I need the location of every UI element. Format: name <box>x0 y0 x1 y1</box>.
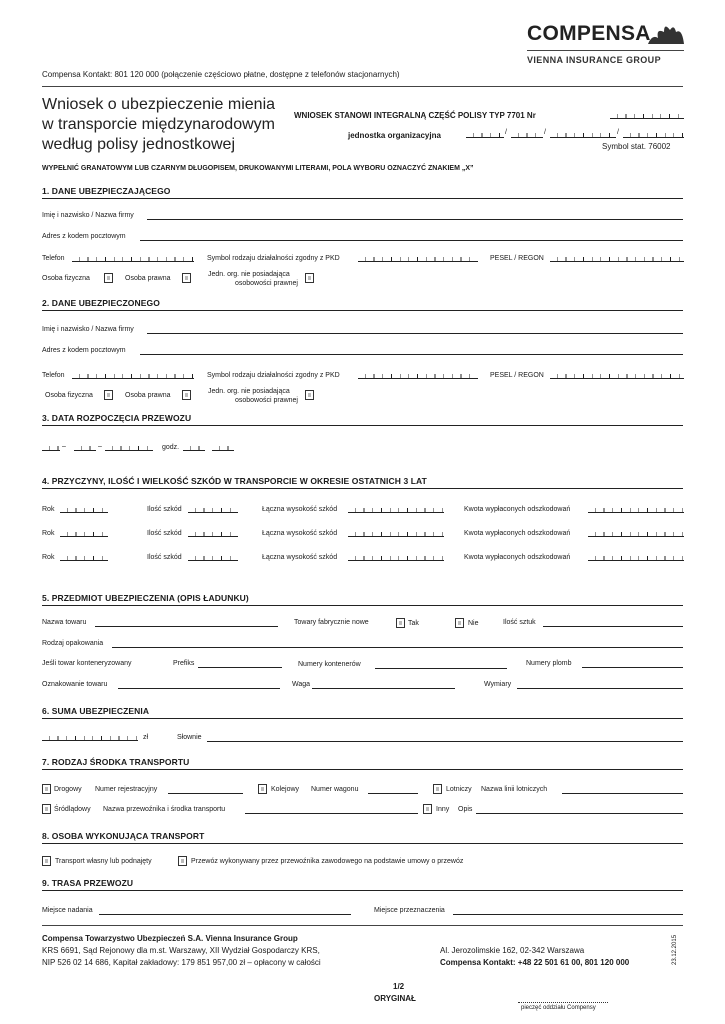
kwota-label: Kwota wypłaconych odszkodowań <box>464 554 571 561</box>
laczna-field[interactable] <box>348 556 444 561</box>
s5-kont-label: Jeśli towar konteneryzowany <box>42 660 132 667</box>
stamp-field[interactable] <box>518 1002 608 1003</box>
s7-nrrej-label: Numer rejestracyjny <box>95 786 158 793</box>
s7-nazlin-label: Nazwa linii lotniczych <box>481 786 548 793</box>
contact-line: Compensa Kontakt: 801 120 000 (połączenie częściowo płatne, dostępne z telefonów stacjonarnych) <box>42 70 400 79</box>
laczna-label: Łączna wysokość szkód <box>262 530 338 537</box>
s2-pesel-label: PESEL / REGON <box>490 372 544 379</box>
org-label: jednostka organizacyjna <box>348 131 441 140</box>
s5-oznak-field[interactable] <box>118 688 280 689</box>
policy-number-field[interactable] <box>610 114 684 119</box>
compensa-logo-icon <box>646 20 686 46</box>
s2-address-field[interactable] <box>140 354 683 355</box>
symbol-stat: Symbol stat. 76002 <box>602 142 671 151</box>
s5-nazwa-field[interactable] <box>95 626 278 627</box>
s9-przezn-label: Miejsce przeznaczenia <box>374 907 445 914</box>
s5-nie-label: Nie <box>468 620 479 627</box>
s2-praw-label: Osoba prawna <box>125 392 171 399</box>
section-9-title: 9. TRASA PRZEWOZU <box>42 878 134 888</box>
kwota-field[interactable] <box>588 508 684 513</box>
rok-label: Rok <box>42 506 55 513</box>
s5-waga-label: Waga <box>292 681 311 688</box>
rok-field[interactable] <box>60 508 108 513</box>
stamp-label: pieczęć oddziału Compensy <box>521 1005 596 1011</box>
footer-contact: Compensa Kontakt: +48 22 501 61 00, 801 120 000 <box>440 958 630 967</box>
label-line: osobowości prawnej <box>234 397 298 404</box>
section-8-title: 8. OSOBA WYKONUJĄCA TRANSPORT <box>42 831 205 841</box>
s1-name-field[interactable] <box>147 219 683 220</box>
s7-nrwag-label: Numer wagonu <box>311 786 359 793</box>
section-6-title: 6. SUMA UBEZPIECZENIA <box>42 706 150 716</box>
s7-nrrej-field[interactable] <box>168 793 243 794</box>
s3-godz-label: godz. <box>162 444 180 451</box>
s1-name-label: Imię i nazwisko / Nazwa firmy <box>42 212 134 219</box>
org-field-1[interactable] <box>466 133 504 138</box>
laczna-field[interactable] <box>348 508 444 513</box>
s2-praw-checkbox[interactable] <box>182 390 191 400</box>
title-line: Wniosek o ubezpieczenie mienia <box>42 96 276 113</box>
laczna-label: Łączna wysokość szkód <box>262 554 338 561</box>
instruction: WYPEŁNIĆ GRANATOWYM LUB CZARNYM DŁUGOPISEM, DRUKOWANYMI LITERAMI, POLA WYBORU OZNACZYĆ ZNAKIEM „X” <box>42 165 474 172</box>
s5-plomb-field[interactable] <box>582 667 683 668</box>
title-line: w transporcie międzynarodowym <box>42 116 275 133</box>
s2-jedn-label <box>208 387 298 405</box>
footer-company: Compensa Towarzystwo Ubezpieczeń S.A. Vienna Insurance Group <box>42 934 298 943</box>
brand-logo-text: COMPENSA <box>527 22 651 45</box>
s1-pesel-field[interactable] <box>550 257 684 262</box>
s1-fiz-checkbox[interactable] <box>104 273 113 283</box>
s9-nadania-field[interactable] <box>99 914 351 915</box>
kwota-field[interactable] <box>588 556 684 561</box>
s7-inny-checkbox[interactable] <box>423 804 432 814</box>
slash: / <box>505 129 507 136</box>
s1-address-field[interactable] <box>140 240 683 241</box>
brand-group: VIENNA INSURANCE GROUP <box>527 55 661 65</box>
footer-krs: KRS 6691, Sąd Rejonowy dla m.st. Warszawy, XII Wydział Gospodarczy KRS, <box>42 946 320 955</box>
s7-lotn-label: Lotniczy <box>446 786 472 793</box>
s5-wymiary-label: Wymiary <box>484 681 512 688</box>
s8-wlasny-label: Transport własny lub podnajęty <box>55 858 152 865</box>
page-number: 1/2 <box>393 982 405 991</box>
s5-numkont-field[interactable] <box>375 668 507 669</box>
s5-oznak-label: Oznakowanie towaru <box>42 681 108 688</box>
s5-waga-field[interactable] <box>312 688 455 689</box>
form-title <box>42 95 275 155</box>
s7-kolej-label: Kolejowy <box>271 786 300 793</box>
footer-addr: Al. Jerozolimskie 162, 02-342 Warszawa <box>440 946 585 955</box>
rok-field[interactable] <box>60 556 108 561</box>
s3-day-field[interactable] <box>42 446 60 451</box>
s5-opak-label: Rodzaj opakowania <box>42 640 104 647</box>
s7-drog-label: Drogowy <box>54 786 82 793</box>
ilosc-label: Ilość szkód <box>147 530 182 537</box>
s7-opis-label: Opis <box>458 806 473 813</box>
s5-tak-label: Tak <box>408 620 419 627</box>
section-1-title: 1. DANE UBEZPIECZAJĄCEGO <box>42 186 171 196</box>
s1-praw-checkbox[interactable] <box>182 273 191 283</box>
s5-tak-checkbox[interactable] <box>396 618 405 628</box>
kwota-field[interactable] <box>588 532 684 537</box>
title-line: według polisy jednostkowej <box>42 136 235 153</box>
policy-label: WNIOSEK STANOWI INTEGRALNĄ CZĘŚĆ POLISY TYP 7701 Nr <box>294 111 536 120</box>
label-line: Jedn. org. nie posiadająca <box>208 388 290 395</box>
ilosc-field[interactable] <box>188 556 238 561</box>
s7-kolej-checkbox[interactable] <box>258 784 267 794</box>
s6-zl-label: zł <box>143 734 149 741</box>
s8-przewoz-label: Przewóz wykonywany przez przewoźnika zawodowego na podstawie umowy o przewóz <box>191 858 464 865</box>
s5-wymiary-field[interactable] <box>517 688 683 689</box>
s2-pkd-field[interactable] <box>358 374 478 379</box>
s7-srodl-label: Śródlądowy <box>54 806 91 813</box>
s2-name-field[interactable] <box>147 333 683 334</box>
s1-phone-label: Telefon <box>42 255 65 262</box>
laczna-label: Łączna wysokość szkód <box>262 506 338 513</box>
s1-jedn-checkbox[interactable] <box>305 273 314 283</box>
ilosc-label: Ilość szkód <box>147 554 182 561</box>
ilosc-field[interactable] <box>188 532 238 537</box>
rok-field[interactable] <box>60 532 108 537</box>
s7-drog-checkbox[interactable] <box>42 784 51 794</box>
s3-month-field[interactable] <box>74 446 96 451</box>
footer-date: 23.12.2015 <box>672 934 678 965</box>
s9-przezn-field[interactable] <box>453 914 683 915</box>
s5-opak-field[interactable] <box>112 647 683 648</box>
s5-prefiks-field[interactable] <box>198 667 282 668</box>
kwota-label: Kwota wypłaconych odszkodowań <box>464 530 571 537</box>
s1-pkd-field[interactable] <box>358 257 478 262</box>
ilosc-field[interactable] <box>188 508 238 513</box>
s2-pkd-label: Symbol rodzaju działalności zgodny z PKD <box>207 372 340 379</box>
s1-fiz-label: Osoba fizyczna <box>42 275 90 282</box>
s9-nadania-label: Miejsce nadania <box>42 907 93 914</box>
s7-inny-label: Inny <box>436 806 450 813</box>
rok-label: Rok <box>42 530 55 537</box>
s5-plomb-label: Numery plomb <box>526 660 572 667</box>
s2-jedn-checkbox[interactable] <box>305 390 314 400</box>
s1-praw-label: Osoba prawna <box>125 275 171 282</box>
rok-label: Rok <box>42 554 55 561</box>
s7-opis-field[interactable] <box>476 813 683 814</box>
s5-nazwa-label: Nazwa towaru <box>42 619 87 626</box>
s7-lotn-checkbox[interactable] <box>433 784 442 794</box>
s2-phone-label: Telefon <box>42 372 65 379</box>
s7-nazlin-field[interactable] <box>562 793 683 794</box>
original-label: ORYGINAŁ <box>374 994 416 1003</box>
s3-minute-field[interactable] <box>212 446 234 451</box>
s2-pesel-field[interactable] <box>550 374 684 379</box>
s7-nrwag-field[interactable] <box>368 793 418 794</box>
s7-nazprz-field[interactable] <box>245 813 418 814</box>
footer-nip: NIP 526 02 14 686, Kapitał zakładowy: 179 851 957,00 zł – opłacony w całości <box>42 958 321 967</box>
section-4-title: 4. PRZYCZYNY, ILOŚĆ I WIELKOŚĆ SZKÓD W TRANSPORCIE W OKRESIE OSTATNICH 3 LAT <box>42 476 427 486</box>
s2-name-label: Imię i nazwisko / Nazwa firmy <box>42 326 134 333</box>
s6-amount-field[interactable] <box>42 736 138 741</box>
label-line: osobowości prawnej <box>234 280 298 287</box>
s2-fiz-label: Osoba fizyczna <box>45 392 93 399</box>
org-field-3[interactable] <box>550 133 616 138</box>
s5-fabr-label: Towary fabrycznie nowe <box>294 619 369 626</box>
s5-nie-checkbox[interactable] <box>455 618 464 628</box>
s2-fiz-checkbox[interactable] <box>104 390 113 400</box>
kwota-label: Kwota wypłaconych odszkodowań <box>464 506 571 513</box>
s5-numkont-label: Numery kontenerów <box>298 661 361 668</box>
s5-prefiks-label: Prefiks <box>173 660 195 667</box>
s2-phone-field[interactable] <box>72 374 194 379</box>
label-line: Jedn. org. nie posiadająca <box>208 271 290 278</box>
s6-slownie-field[interactable] <box>207 741 683 742</box>
org-field-4[interactable] <box>623 133 684 138</box>
s1-phone-field[interactable] <box>72 257 194 262</box>
s3-year-field[interactable] <box>105 446 153 451</box>
s5-sztuk-label: Ilość sztuk <box>503 619 536 626</box>
dash: – <box>98 443 102 450</box>
section-5-title: 5. PRZEDMIOT UBEZPIECZENIA (OPIS ŁADUNKU) <box>42 593 249 603</box>
slash: / <box>617 129 619 136</box>
s8-wlasny-checkbox[interactable] <box>42 856 51 866</box>
laczna-field[interactable] <box>348 532 444 537</box>
s2-address-label: Adres z kodem pocztowym <box>42 347 126 354</box>
s1-jedn-label <box>208 270 298 288</box>
ilosc-label: Ilość szkód <box>147 506 182 513</box>
section-7-title: 7. RODZAJ ŚRODKA TRANSPORTU <box>42 757 190 767</box>
s3-hour-field[interactable] <box>183 446 205 451</box>
section-2-title: 2. DANE UBEZPIECZONEGO <box>42 298 160 308</box>
s1-pkd-label: Symbol rodzaju działalności zgodny z PKD <box>207 255 340 262</box>
s8-przewoz-checkbox[interactable] <box>178 856 187 866</box>
s7-nazprz-label: Nazwa przewoźnika i środka transportu <box>103 806 226 813</box>
s5-sztuk-field[interactable] <box>543 626 683 627</box>
org-field-2[interactable] <box>511 133 543 138</box>
section-3-title: 3. DATA ROZPOCZĘCIA PRZEWOZU <box>42 413 192 423</box>
s7-srodl-checkbox[interactable] <box>42 804 51 814</box>
dash: – <box>62 443 66 450</box>
s1-address-label: Adres z kodem pocztowym <box>42 233 126 240</box>
slash: / <box>544 129 546 136</box>
s6-slownie-label: Słownie <box>177 734 202 741</box>
s1-pesel-label: PESEL / REGON <box>490 255 544 262</box>
